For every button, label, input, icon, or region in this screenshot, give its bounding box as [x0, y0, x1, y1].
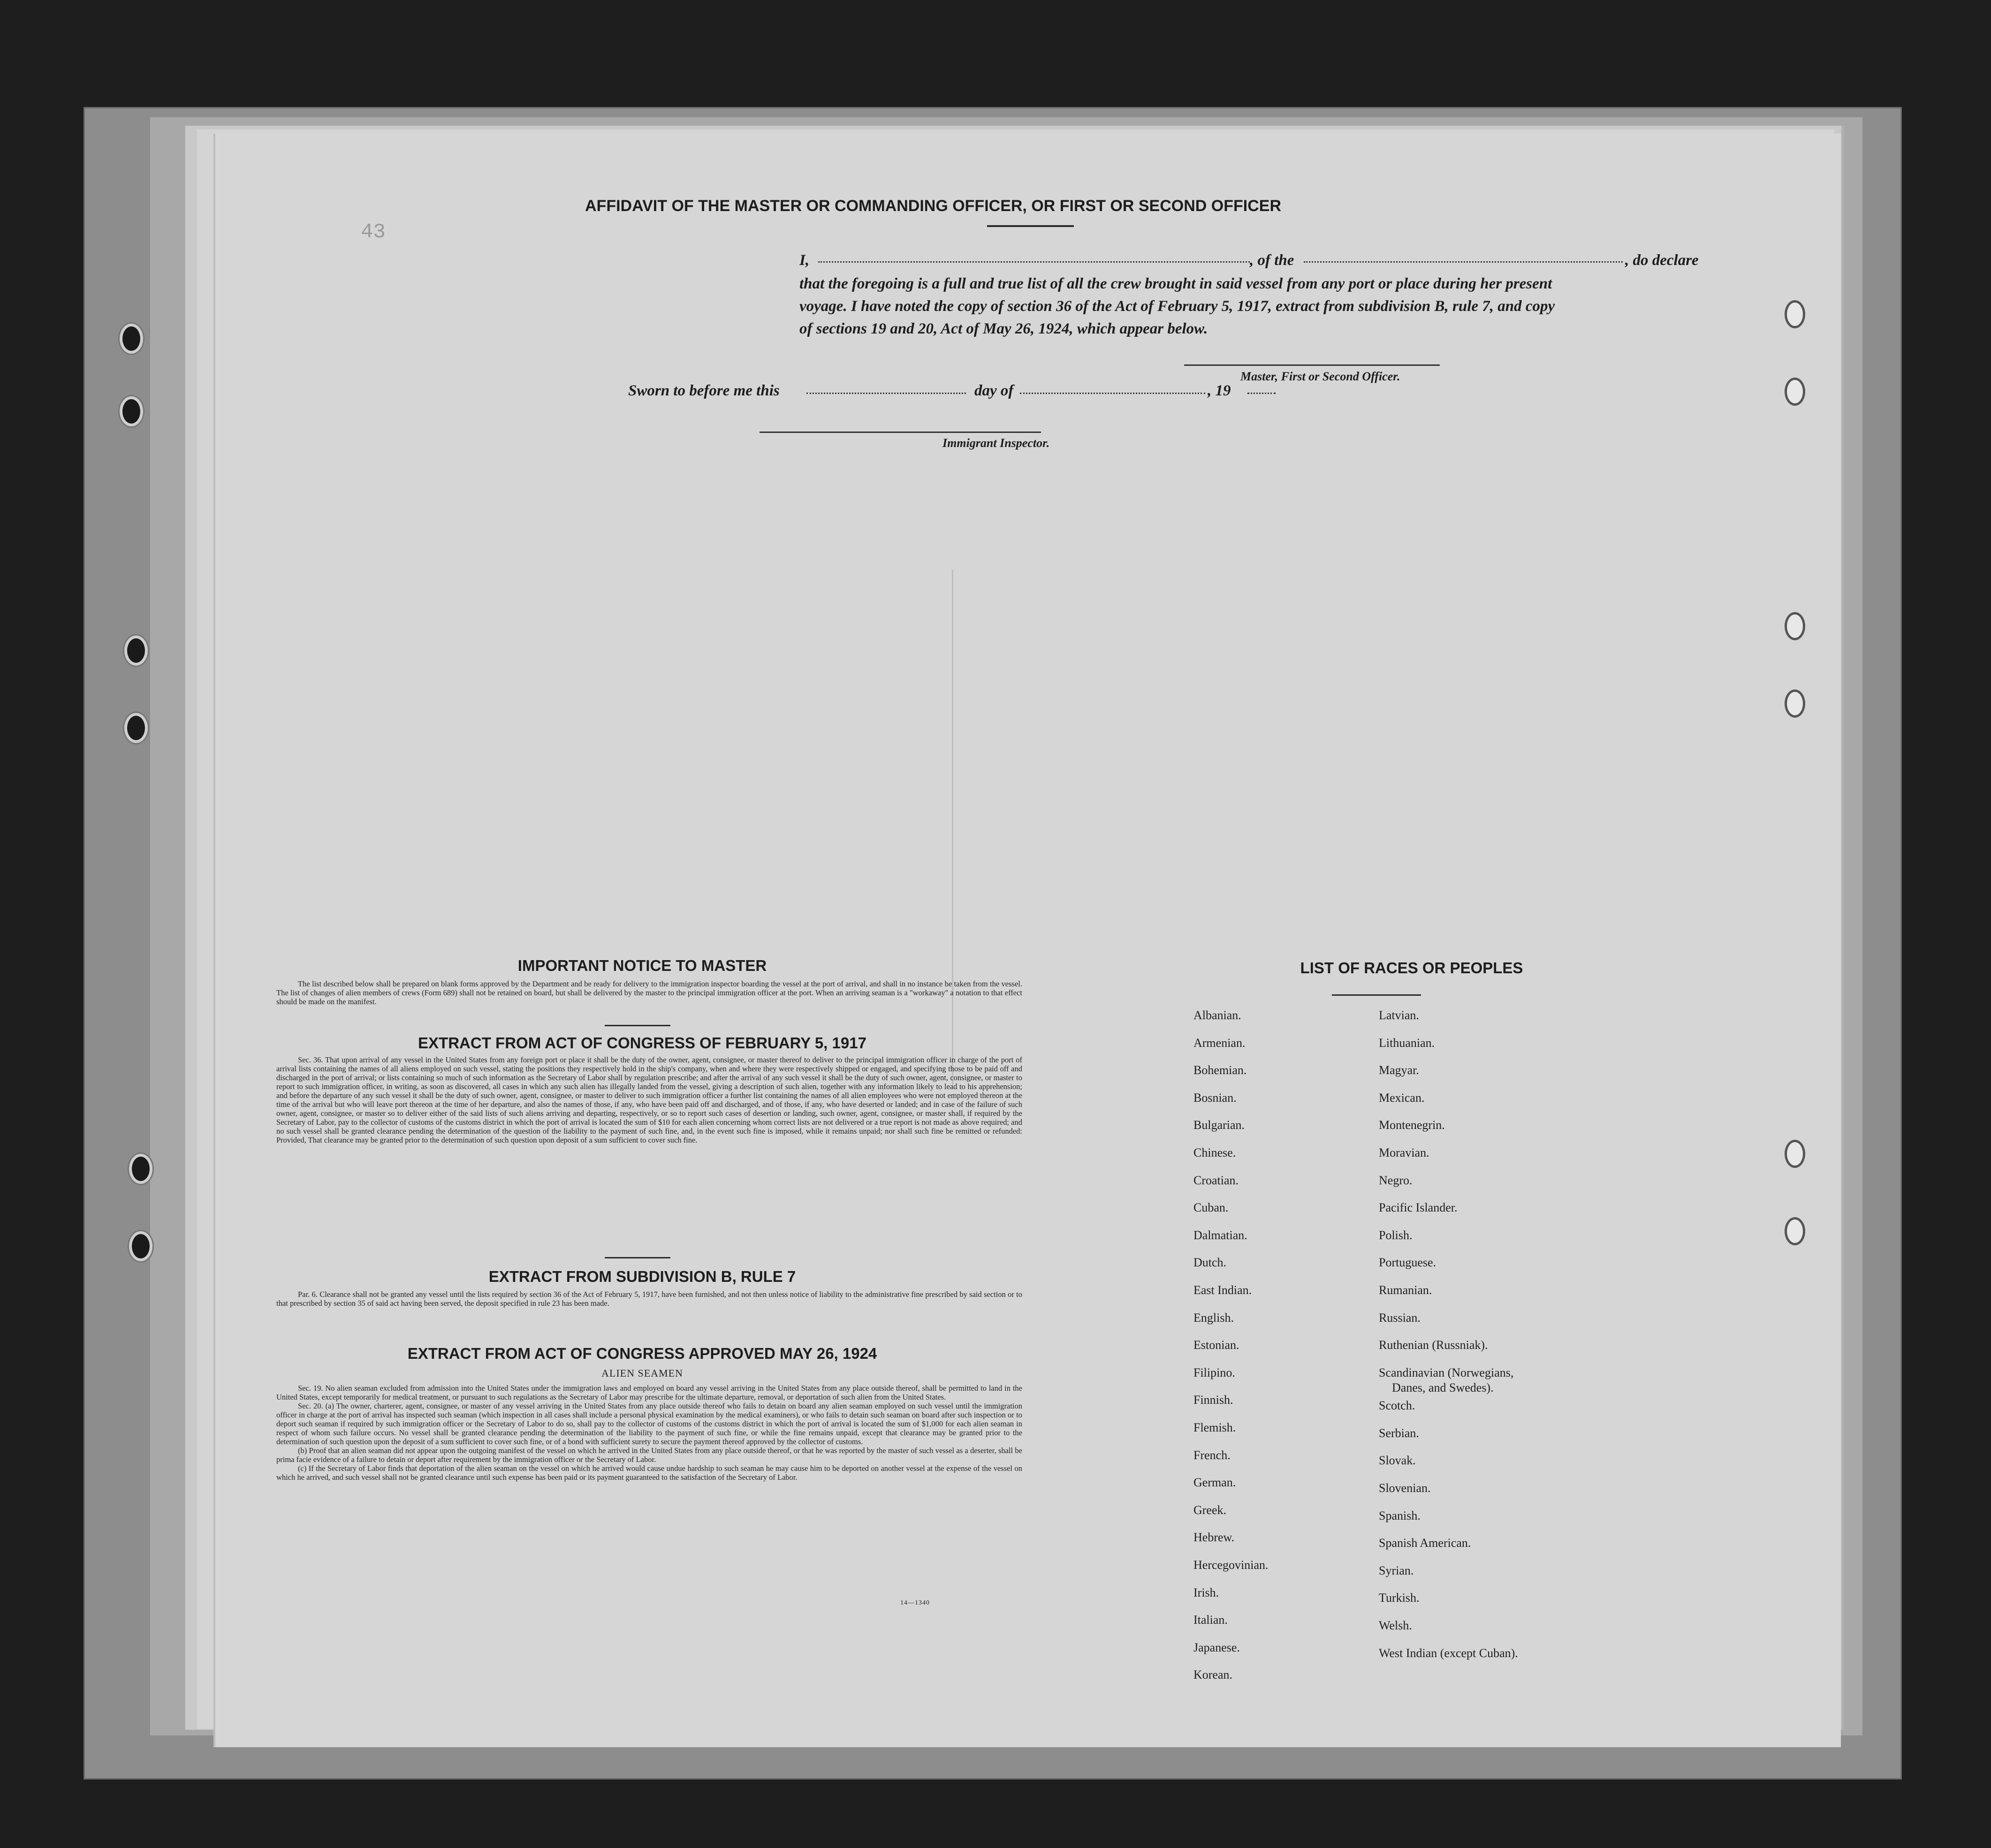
binder-hole	[129, 1154, 152, 1184]
extract-1917-text	[276, 1055, 1022, 1144]
extract-1924-subtitle: ALIEN SEAMEN	[601, 1367, 683, 1379]
page-punch-hole	[1785, 612, 1805, 640]
extract-1924-paragraph: (b) Proof that an alien seaman did not appear upon the outgoing manifest of the vessel on which he arrived in the United States from any place outside thereof, or that he was reported by the master of such vessel as a deserter, shall be prima facie evidence of a failure to detain or deport after requirement by the immigration officer or the Secretary of Labor.	[276, 1446, 1022, 1464]
binder-hole	[124, 713, 148, 743]
race-item: Ruthenian (Russniak).	[1379, 1338, 1488, 1352]
races-title-rule	[1332, 994, 1421, 996]
race-item: Scotch.	[1379, 1399, 1415, 1413]
race-item: Chinese.	[1193, 1146, 1236, 1159]
race-item: Montenegrin.	[1379, 1118, 1445, 1132]
race-item: Portuguese.	[1379, 1256, 1436, 1270]
race-item: Irish.	[1193, 1585, 1219, 1599]
binder-hole	[120, 396, 143, 426]
form-number: 14—1340	[900, 1599, 930, 1606]
race-item: Bosnian.	[1193, 1091, 1237, 1105]
race-item: East Indian.	[1193, 1283, 1252, 1297]
race-item: Latvian.	[1379, 1008, 1419, 1022]
race-item: Pacific Islander.	[1379, 1201, 1458, 1215]
page-punch-hole	[1785, 1140, 1805, 1168]
affidavit-line-3: voyage. I have noted the copy of section 36 of the Act of February 5, 1917, extract from subdivision B, rule 7, and copy	[799, 298, 1555, 315]
race-item: Spanish American.	[1379, 1536, 1471, 1550]
race-item: Lithuanian.	[1379, 1036, 1435, 1050]
race-item: Negro.	[1379, 1173, 1413, 1187]
race-item: Cuban.	[1193, 1201, 1229, 1215]
race-item: Scandinavian (Norwegians,	[1379, 1365, 1514, 1379]
race-item: Russian.	[1379, 1310, 1421, 1325]
master-signature-line[interactable]	[1184, 364, 1440, 366]
notice-title: IMPORTANT NOTICE TO MASTER	[517, 957, 767, 974]
extract-1924-text	[276, 1384, 1022, 1482]
race-item: Japanese.	[1193, 1640, 1240, 1654]
race-item: Bohemian.	[1193, 1063, 1247, 1077]
affidavit-line-2: that the foregoing is a full and true list of all the crew brought in said vessel from any port or place during her present	[799, 275, 1552, 292]
race-item: Armenian.	[1193, 1036, 1246, 1050]
extract-1917-paragraph: Sec. 36. That upon arrival of any vessel in the United States from any foreign port or place it shall be the duty of the owner, agent, consignee, or master thereof to deliver to the principal immigration officer in charge of the port of arrival lists containing the names of all aliens employed on such vessel, stating the positions they respectively hold in the ship's company, when and where they were respectively shipped or engaged, and specifying those to be paid off and discharged in the port of arrival; or lists containing so much of such information as the Secretary of Labor shall by regulation prescribe; and after the arrival of any such vessel it shall be the duty of such owner, agent, consignee, or master to report to such immigration officer, in writing, as soon as discovered, all cases in which any such alien has illegally landed from the vessel, giving a description of such alien, together with any information likely to lead to his apprehension; and before the departure of any such vessel it shall be the duty of such owner, agent, consignee, or master to deliver to such immigration officer a further list containing the names of all alien employees who were not employed thereon at the time of the arrival but who will leave port thereon at the time of her departure, and also the names of those, if any, who have been paid off and discharged, and of those, if any, who have deserted or landed; and in case of the failure of such owner, agent, consignee, or master so to deliver either of the said lists of such aliens arriving and departing, respectively, or so to report such cases of desertion or landing, such owner, agent, consignee, or master shall, if required by the Secretary of Labor, pay to the collector of customs of the customs district in which the port of arrival is located the sum of $10 for each alien concerning whom correct lists are not delivered or a true report is not made as above required; and no such vessel shall be granted clearance pending the determination of the question of the liability to the payment of such fine, and, in the event such fine is imposed, while it remains unpaid; nor shall such fine be remitted or refunded: Provided, That clearance may be granted prior to the determination of such question upon deposit of a sum sufficient to cover such fine.	[276, 1055, 1022, 1144]
notice-text	[276, 979, 1022, 1006]
race-item: Flemish.	[1193, 1421, 1236, 1434]
race-item: German.	[1193, 1476, 1236, 1490]
affidavit-page	[213, 134, 1841, 1747]
page-punch-hole	[1785, 300, 1805, 328]
notice-paragraph: The list described below shall be prepared on blank forms approved by the Department and be ready for delivery to the immigration inspector boarding the vessel at the port of arrival, and shall in no instance be taken from the vessel. The list of changes of alien members of crews (Form 689) shall not be retained on board, but shall be delivered by the master to the principal immigration officer at the port. When an arriving seaman is a "workaway" a notation to that effect should be made on the manifest.	[276, 979, 1022, 1006]
page-punch-hole	[1785, 378, 1805, 406]
race-item: Hebrew.	[1193, 1530, 1235, 1545]
binder-hole	[129, 1231, 152, 1261]
extract-rule7-text	[276, 1290, 1022, 1308]
day-of-label: day of	[974, 382, 1014, 399]
race-item: English.	[1193, 1310, 1234, 1325]
extract-1924-paragraph: (c) If the Secretary of Labor finds that deportation of the alien seaman on the vessel on which he arrived would cause undue hardship to such seaman he may cause him to be deported on another vessel at the expense of the vessel on which he arrived, and such vessel shall not be granted clearance until such expense has been paid or its payment guaranteed to the satisfaction of the Secretary of Labor.	[276, 1464, 1022, 1482]
year-label: , 19	[1208, 382, 1231, 399]
race-item: Albanian.	[1193, 1008, 1241, 1022]
race-item: West Indian (except Cuban).	[1379, 1646, 1518, 1660]
races-title: LIST OF RACES OR PEOPLES	[1300, 959, 1523, 977]
race-item: Greek.	[1193, 1503, 1227, 1517]
race-item: Turkish.	[1379, 1591, 1420, 1605]
sworn-day-line[interactable]	[806, 393, 966, 394]
race-item: French.	[1193, 1448, 1231, 1462]
binder-hole	[124, 636, 148, 666]
race-item: Filipino.	[1193, 1365, 1235, 1379]
race-item: Slovenian.	[1379, 1481, 1431, 1495]
page-punch-hole	[1785, 1217, 1805, 1245]
section-rule	[605, 1025, 670, 1026]
race-item: Mexican.	[1379, 1091, 1425, 1105]
extract-1924-title: EXTRACT FROM ACT OF CONGRESS APPROVED MAY 26, 1924	[407, 1345, 877, 1362]
race-item: Dutch.	[1193, 1256, 1227, 1270]
sworn-year-line[interactable]	[1247, 393, 1276, 394]
affidavit-i-label: I,	[799, 252, 810, 269]
affidavit-title: AFFIDAVIT OF THE MASTER OR COMMANDING OFFICER, OR FIRST OR SECOND OFFICER	[585, 197, 1281, 215]
sworn-month-line[interactable]	[1020, 393, 1205, 394]
fold-line	[952, 570, 953, 1086]
race-item: Italian.	[1193, 1613, 1228, 1627]
page-punch-hole	[1785, 689, 1805, 718]
section-rule	[605, 1257, 670, 1258]
race-item: Bulgarian.	[1193, 1118, 1245, 1132]
inspector-caption: Immigrant Inspector.	[942, 436, 1050, 450]
sworn-label: Sworn to before me this	[628, 382, 780, 399]
binder-hole	[120, 324, 143, 354]
extract-1924-paragraph: Sec. 19. No alien seaman excluded from admission into the United States under the immigration laws and employed on board any vessel arriving in the United States from any place outside thereof, shall be permitted to land in the United States, except temporarily for medical treatment, or pursuant to such regulations as the Secretary of Labor may prescribe for the ultimate departure, removal, or deportation of such alien from the United States.	[276, 1384, 1022, 1401]
race-item: Estonian.	[1193, 1338, 1239, 1352]
affidavit-do-declare-label: , do declare	[1625, 252, 1699, 269]
race-item: Dalmatian.	[1193, 1228, 1247, 1242]
race-item: Welsh.	[1379, 1618, 1412, 1632]
race-item: Korean.	[1193, 1668, 1233, 1682]
race-item: Syrian.	[1379, 1563, 1414, 1577]
race-item: Slovak.	[1379, 1454, 1416, 1468]
master-name-line[interactable]	[818, 261, 1250, 263]
title-rule	[987, 225, 1074, 227]
extract-rule7-paragraph: Par. 6. Clearance shall not be granted any vessel until the lists required by section 36 of the Act of February 5, 1917, have been furnished, and not then unless notice of liability to the administrative fine prescribed by said section or to that prescribed by section 35 of said act having been served, the deposit specified in rule 23 has been made.	[276, 1290, 1022, 1308]
affidavit-line-4: of sections 19 and 20, Act of May 26, 1924, which appear below.	[799, 320, 1208, 337]
race-item: Hercegovinian.	[1193, 1558, 1269, 1572]
race-item: Polish.	[1379, 1228, 1413, 1242]
extract-1924-paragraph: Sec. 20. (a) The owner, charterer, agent, consignee, or master of any vessel arriving in the United States from any place outside thereof who fails to detain on board any alien seaman employed on such vessel until the immigration officer in charge at the port of arrival has inspected such seaman (which inspection in all cases shall include a personal physical examination by the medical examiners), or who fails to detain such seaman on board after such inspection or to deport such seaman if required by such immigration officer or the Secretary of Labor to do so, shall pay to the collector of customs of the customs district in which the port of arrival is located the sum of $1,000 for each alien seaman in respect of whom such failure occurs. No vessel shall be granted clearance pending the determination of the liability to the payment of such fine, or while the fine remains unpaid, except that clearance may be granted prior to the determination of such question upon the deposit of a sum sufficient to cover such fine, or of a bond with sufficient surety to secure the payment thereof approved by the collector of customs.	[276, 1401, 1022, 1446]
race-item: Croatian.	[1193, 1173, 1239, 1187]
race-item: Serbian.	[1379, 1426, 1419, 1440]
race-item: Danes, and Swedes).	[1392, 1381, 1494, 1395]
extract-rule7-title: EXTRACT FROM SUBDIVISION B, RULE 7	[488, 1268, 796, 1285]
affidavit-of-the-label: , of the	[1250, 252, 1294, 269]
race-item: Moravian.	[1379, 1146, 1429, 1159]
vessel-name-line[interactable]	[1304, 261, 1623, 263]
race-item: Rumanian.	[1379, 1283, 1432, 1297]
race-item: Magyar.	[1379, 1063, 1419, 1077]
margin-page-number: 43	[361, 220, 386, 244]
master-caption: Master, First or Second Officer.	[1240, 370, 1400, 383]
inspector-signature-line[interactable]	[760, 432, 1041, 433]
race-item: Spanish.	[1379, 1508, 1421, 1522]
extract-1917-title: EXTRACT FROM ACT OF CONGRESS OF FEBRUARY 5, 1917	[418, 1034, 866, 1052]
race-item: Finnish.	[1193, 1393, 1233, 1407]
